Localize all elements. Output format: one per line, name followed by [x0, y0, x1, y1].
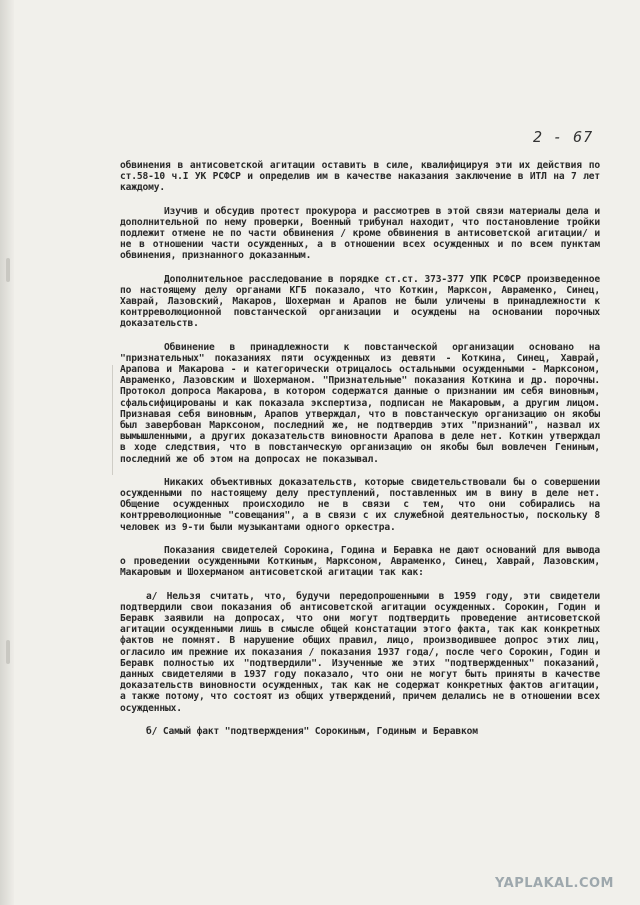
- paragraph: Изучив и обсудив протест прокурора и рассмотрев в этой связи материалы дела и дополнительной по нему проверки, Военный трибунал находит, что постановление тройки подлежит отмене не по части обвинения / кроме обвинения в антисоветской агитации/ и не в отношении части осужденных, а в отношении всех осужденных и по всем пунктам обвинения, признанного доказанным.: [120, 205, 600, 262]
- page-number: 2 - 67: [533, 128, 594, 146]
- paragraph: Показания свидетелей Сорокина, Година и Беравка не дают оснований для вывода о проведении осужденными Коткиным, Марксоном, Авраменко, Синец, Хаврай, Лазовским, Макаровым и Шохерманом антисоветской агитации так как:: [120, 544, 600, 579]
- margin-mark: [112, 365, 116, 475]
- page-left-edge: [0, 0, 14, 905]
- paragraph: Обвинение в принадлежности к повстанческой организации основано на "признательных" показаниях пяти осужденных из девяти - Коткина, Синец, Хаврай, Арапова и Макарова - и категорически отрицалось остальными осужденными - Марксоном, Авраменко, Лазовским и Шохерманом. "Признательные" показания Коткина и др. порочны. Протокол допроса Макарова, в котором содержатся данные о признании им себя виновным, сфальсифицированы и как показала экспертиза, подписан не Макаровым, а другим лицом. Признавая себя виновным, Арапов утверждал, что в повстанческую организацию он якобы был завербован Марксоном, последний же, не подтвердив этих "признаний", назвал их вымышленными, а других доказательств виновности Арапова в деле нет. Коткин утверждал в ходе следствия, что в повстанческую организацию он якобы был вовлечен Гениным, последний же об этом на допросах не показывал.: [120, 341, 600, 465]
- document-body: [120, 160, 600, 749]
- paragraph: обвинения в антисоветской агитации оставить в силе, квалифицируя эти их действия по ст.58-10 ч.I УК РСФСР и определив им в качестве наказания заключение в ИТЛ на 7 лет каждому.: [120, 160, 600, 194]
- paragraph: а/ Нельзя считать, что, будучи передопрошенными в 1959 году, эти свидетели подтвердили свои показания об антисоветской агитации осужденных. Сорокин, Годин и Беравк заявили на допросах, что они могут подтвердить проведение антисоветской агитации осужденными лишь в смысле общей констатации этого факта, так как конкретных фактов не помнят. В нарушение общих правил, лицо, производившее допрос этих лиц, огласило им прежние их показания / показания 1937 года/, после чего Сорокин, Годин и Беравк полностью их "подтвердили". Изученные же этих "подтвержденных" показаний, данных свидетелями в 1937 году показало, что они не могут быть приняты в качестве доказательств виновности осужденных, так как не содержат конкретных фактов агитации, а также потому, что состоят из общих утверждений, причем делались не в отношении всех осужденных.: [120, 590, 600, 714]
- paragraph: Дополнительное расследование в порядке ст.ст. 373-377 УПК РСФСР произведенное по настоящему делу органами КГБ показало, что Коткин, Марксон, Авраменко, Синец, Хаврай, Лазовский, Макаров, Шохерман и Арапов не были уличены в принадлежности к контрреволюционной повстанческой организации и осуждены на основании порочных доказательств.: [120, 273, 600, 330]
- watermark: YAPLAKAL.COM: [495, 876, 614, 891]
- paragraph: б/ Самый факт "подтверждения" Сорокиным, Годиным и Беравком: [146, 725, 478, 737]
- paragraph: Никаких объективных доказательств, которые свидетельствовали бы о совершении осужденными по настоящему делу преступлений, поставленных им в вину в деле нет. Общение осужденных происходило не в связи с тем, что они собирались на контрреволюционные "совещания", а в связи с их служебной деятельностью, поскольку 8 человек из 9-ти были музыкантами одного оркестра.: [120, 476, 600, 533]
- punch-hole: [6, 258, 10, 282]
- punch-hole: [6, 640, 10, 664]
